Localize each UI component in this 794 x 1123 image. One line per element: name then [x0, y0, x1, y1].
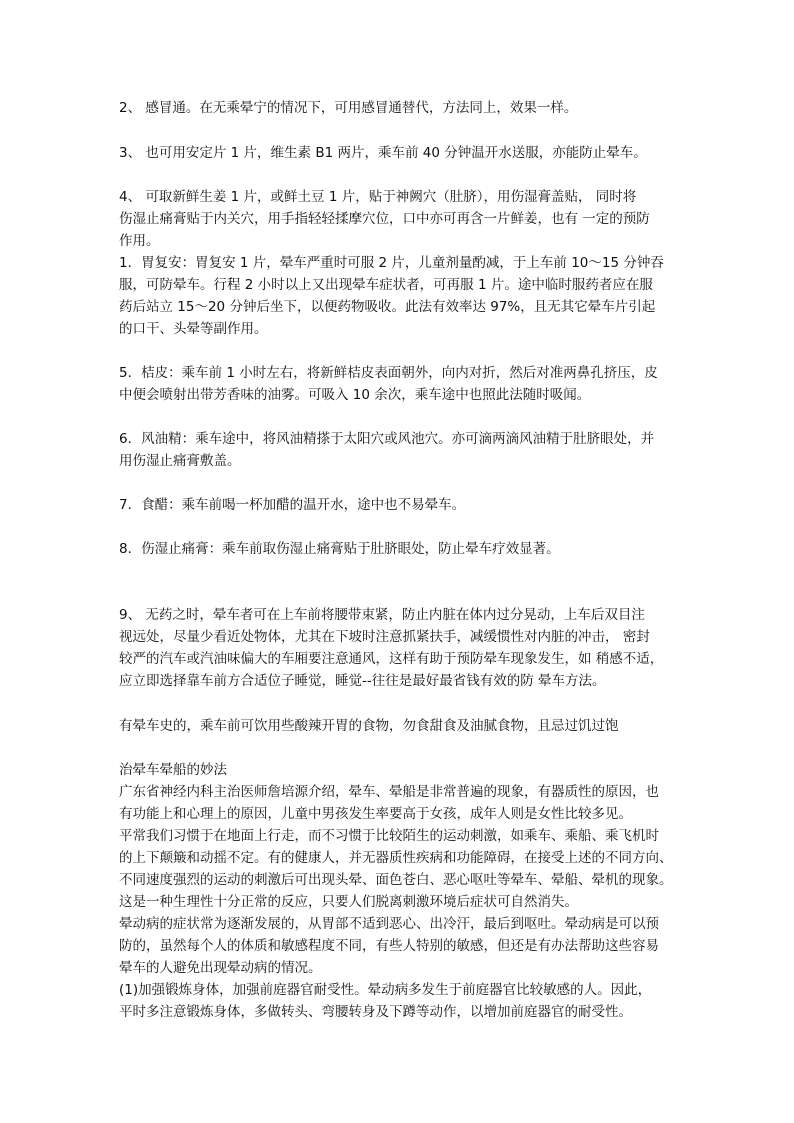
text-line: 药后站立 15～20 分钟后坐下，以便药物吸收。此法有效率达 97%，且无其它晕车片引起	[119, 299, 656, 315]
paragraph-item-6	[119, 428, 679, 472]
paragraph-item-5	[119, 362, 679, 406]
text-line: 有功能上和心理上的原因，儿童中男孩发生率要高于女孩，成年人则是女性比较多见。	[119, 806, 632, 822]
text-line: 7．食醋：乘车前喝一杯加醋的温开水，途中也不易晕车。	[119, 497, 466, 513]
text-line: 防的，虽然每个人的体质和敏感程度不同，有些人特别的敏感，但还是有办法帮助这些容易	[119, 938, 659, 954]
text-line: 6．风油精：乘车途中，将风油精搽于太阳穴或风池穴。亦可滴两滴风油精于肚脐眼处，并	[119, 431, 655, 447]
text-line: 作用。	[119, 233, 160, 249]
text-line: 的口干、头晕等副作用。	[119, 321, 268, 337]
text-line: 晕车的人避免出现晕动病的情况。	[119, 960, 322, 976]
text-line: 2、 感冒通。在无乘晕宁的情况下，可用感冒通替代，方法同上，效果一样。	[119, 100, 578, 116]
paragraph-item-7	[119, 494, 679, 516]
text-line: 应立即选择靠车前方合适位子睡觉，睡觉--往往是最好最省钱有效的防 晕车方法。	[119, 673, 606, 689]
text-line: 用伤湿止痛膏敷盖。	[119, 453, 241, 469]
text-line: 不同速度强烈的运动的刺激后可出现头晕、面色苍白、恶心呕吐等晕车、晕船、晕机的现象。	[119, 872, 673, 888]
paragraph-item-2	[119, 97, 679, 119]
text-line: 较严的汽车或汽油味偏大的车厢要注意通风，这样有助于预防晕车现象发生，如 稍感不适，	[119, 651, 664, 667]
text-line: 晕动病的症状常为逐渐发展的，从胃部不适到恶心、出冷汗，最后到呕吐。晕动病是可以预	[119, 916, 659, 932]
text-line: 3、 也可用安定片 1 片，维生素 B1 两片，乘车前 40 分钟温开水送服，亦能防止晕车。	[119, 145, 647, 161]
text-line: 5．桔皮：乘车前 1 小时左右，将新鲜桔皮表面朝外，向内对折，然后对准两鼻孔挤压，皮	[119, 365, 658, 381]
text-line: 9、 无药之时，晕车者可在上车前将腰带束紧，防止内脏在体内过分晃动，上车后双目注	[119, 607, 645, 623]
section-heading: 治晕车晕船的妙法	[119, 762, 227, 778]
paragraph-item-9	[119, 604, 679, 692]
text-line: 平常我们习惯于在地面上行走，而不习惯于比较陌生的运动刺激，如乘车、乘船、乘飞机时	[119, 828, 659, 844]
text-line: 伤湿止痛膏贴于内关穴，用手指轻轻揉摩穴位，口中亦可再含一片鲜姜，也有 一定的预防	[119, 211, 650, 227]
text-line: 中便会喷射出带芳香味的油雾。可吸入 10 余次，乘车途中也照此法随时吸闻。	[119, 387, 591, 403]
text-line: 服，可防晕车。行程 2 小时以上又出现晕车症状者，可再服 1 片。途中临时服药者应在服	[119, 277, 653, 293]
text-line: 广东省神经内科主治医师詹培源介绍，晕车、晕船是非常普遍的现象，有器质性的原因，也	[119, 784, 659, 800]
paragraph-item-4-and-1	[119, 186, 679, 340]
text-line: 1．胃复安：胃复安 1 片，晕车严重时可服 2 片，儿童剂量酌减，于上车前 10～15 分钟吞	[119, 255, 664, 271]
text-line: (1)加强锻炼身体，加强前庭器官耐受性。晕动病多发生于前庭器官比较敏感的人。因此，	[119, 982, 652, 998]
text-line: 这是一种生理性十分正常的反应，只要人们脱离刺激环境后症状可自然消失。	[119, 894, 578, 910]
text-line: 视远处，尽量少看近处物体，尤其在下坡时注意抓紧扶手，减缓惯性对内脏的冲击， 密封	[119, 629, 650, 645]
paragraph-item-8	[119, 538, 679, 560]
text-line: 平时多注意锻炼身体，多做转头、弯腰转身及下蹲等动作，以增加前庭器官的耐受性。	[119, 1004, 632, 1020]
text-line: 有晕车史的，乘车前可饮用些酸辣开胃的食物，勿食甜食及油腻食物，且忌过饥过饱	[119, 718, 619, 734]
text-line: 8．伤湿止痛膏：乘车前取伤湿止痛膏贴于肚脐眼处，防止晕车疗效显著。	[119, 541, 560, 557]
text-line: 4、 可取新鲜生姜 1 片，或鲜土豆 1 片，贴于神阙穴（肚脐），用伤湿膏盖贴， 同时将	[119, 189, 637, 205]
paragraph-diet-note	[119, 715, 679, 737]
paragraph-motion-sickness-methods	[119, 759, 679, 1023]
paragraph-item-3	[119, 142, 679, 164]
text-line: 的上下颠簸和动摇不定。有的健康人，并无器质性疾病和功能障碍，在接受上述的不同方向、	[119, 850, 673, 866]
